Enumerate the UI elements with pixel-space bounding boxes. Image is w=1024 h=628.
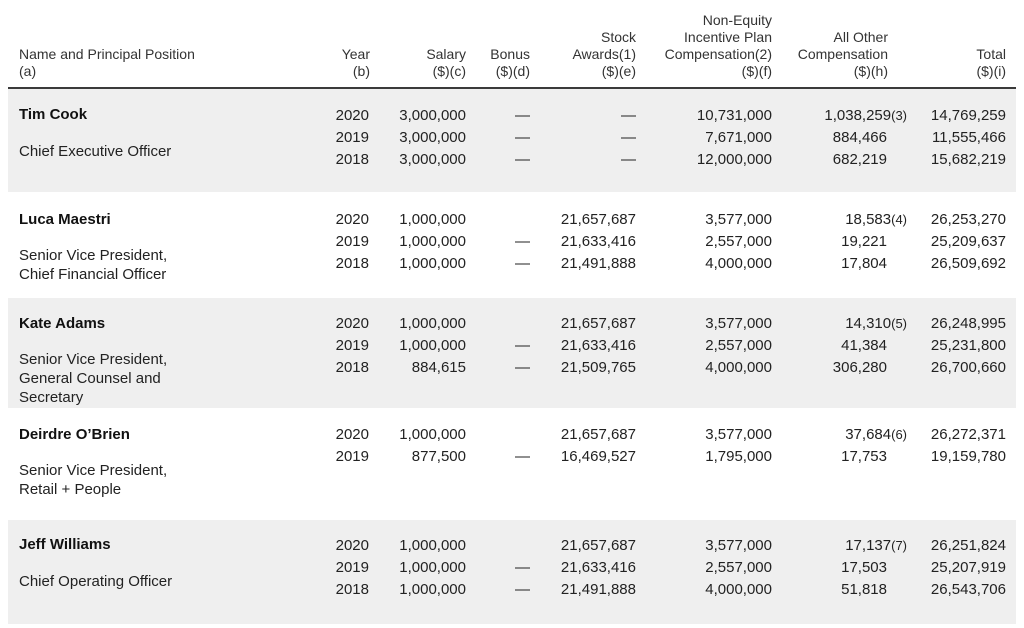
cell-stock: —	[621, 151, 636, 168]
cell-salary: 3,000,000	[399, 129, 466, 146]
cell-stock: 21,657,687	[560, 537, 636, 554]
footnote-marker: (4)	[891, 212, 907, 227]
cell-year: 2018	[335, 359, 369, 376]
header-name-line: Name and Principal Position	[19, 46, 195, 62]
cell-total: 15,682,219	[930, 151, 1006, 168]
cell-other-value: 884,466	[832, 129, 887, 146]
header-stock-line: ($)(e)	[601, 63, 636, 79]
cell-total: 26,272,371	[930, 426, 1006, 443]
executive-name: Luca Maestri	[19, 211, 111, 228]
cell-salary: 1,000,000	[399, 337, 466, 354]
cell-stock: 21,657,687	[560, 211, 636, 228]
footnote-marker: (3)	[891, 108, 907, 123]
footnote-marker: (5)	[891, 316, 907, 331]
executive-title-line: Senior Vice President,	[19, 351, 168, 368]
header-nonequity-line: ($)(f)	[741, 63, 772, 79]
cell-stock: 21,491,888	[560, 255, 636, 272]
header-other-line: Compensation	[797, 46, 888, 62]
cell-other	[841, 337, 887, 354]
cell-other-value: 17,503	[841, 559, 887, 576]
footnote-marker: (7)	[891, 538, 907, 553]
cell-other	[845, 537, 907, 554]
cell-other-value: 17,804	[841, 255, 887, 272]
header-nonequity-line: Compensation(2)	[664, 46, 772, 62]
cell-other	[833, 359, 887, 376]
cell-other	[845, 315, 907, 332]
executive-title-line: Senior Vice President,	[19, 247, 168, 264]
cell-year: 2020	[335, 537, 369, 554]
header-other-line: ($)(h)	[853, 63, 888, 79]
cell-total: 26,248,995	[930, 315, 1006, 332]
cell-bonus: —	[515, 255, 530, 272]
executive-title-line: Chief Financial Officer	[19, 266, 167, 283]
cell-stock: —	[621, 129, 636, 146]
cell-other	[841, 581, 887, 598]
cell-total: 26,251,824	[930, 537, 1006, 554]
table-header	[0, 0, 1024, 88]
cell-salary: 1,000,000	[399, 211, 466, 228]
cell-nonequity: 12,000,000	[696, 151, 772, 168]
cell-year: 2019	[335, 233, 369, 250]
executive-title-line: Chief Operating Officer	[19, 573, 173, 590]
header-stock	[572, 29, 636, 80]
cell-salary: 3,000,000	[399, 107, 466, 124]
cell-salary: 1,000,000	[399, 426, 466, 443]
cell-nonequity: 2,557,000	[705, 233, 772, 250]
cell-year: 2019	[335, 448, 369, 465]
cell-nonequity: 4,000,000	[705, 581, 772, 598]
cell-other-value: 1,038,259	[824, 107, 892, 124]
cell-salary: 877,500	[411, 448, 466, 465]
header-stock-line: Awards(1)	[572, 46, 636, 62]
executive-title	[19, 246, 219, 284]
cell-nonequity: 3,577,000	[705, 315, 772, 332]
cell-other-value: 682,219	[832, 151, 887, 168]
cell-other	[833, 151, 887, 168]
cell-bonus: —	[515, 107, 530, 124]
cell-bonus: —	[515, 129, 530, 146]
executive-name: Kate Adams	[19, 315, 106, 332]
executive-title-line: Secretary	[19, 389, 84, 406]
cell-year: 2020	[335, 426, 369, 443]
cell-other-value: 17,137	[845, 537, 892, 554]
header-total-line: Total	[976, 46, 1006, 62]
cell-other	[841, 255, 887, 272]
header-bonus	[490, 46, 530, 80]
cell-salary: 1,000,000	[399, 559, 466, 576]
cell-bonus: —	[515, 559, 530, 576]
cell-salary: 3,000,000	[399, 151, 466, 168]
cell-year: 2020	[335, 315, 369, 332]
cell-other	[833, 129, 887, 146]
cell-nonequity: 3,577,000	[705, 537, 772, 554]
executive-title	[19, 142, 219, 161]
cell-total: 25,209,637	[930, 233, 1006, 250]
cell-nonequity: 2,557,000	[705, 559, 772, 576]
cell-bonus: —	[515, 233, 530, 250]
cell-total: 26,509,692	[930, 255, 1006, 272]
executive-title	[19, 572, 219, 591]
cell-year: 2018	[335, 255, 369, 272]
cell-year: 2020	[335, 107, 369, 124]
cell-other	[841, 233, 887, 250]
cell-bonus: —	[515, 359, 530, 376]
cell-stock: 21,509,765	[560, 359, 636, 376]
cell-other-value: 17,753	[841, 448, 887, 465]
header-other	[798, 29, 888, 80]
executive-title-line: General Counsel and	[19, 370, 161, 387]
cell-total: 14,769,259	[930, 107, 1006, 124]
cell-nonequity: 3,577,000	[705, 426, 772, 443]
cell-total: 25,231,800	[930, 337, 1006, 354]
cell-nonequity: 10,731,000	[696, 107, 772, 124]
cell-other	[845, 211, 907, 228]
cell-nonequity: 3,577,000	[705, 211, 772, 228]
header-salary	[426, 46, 466, 80]
header-year	[342, 46, 370, 80]
cell-stock: 16,469,527	[560, 448, 636, 465]
cell-salary: 1,000,000	[399, 255, 466, 272]
cell-stock: 21,633,416	[560, 559, 636, 576]
cell-year: 2019	[335, 559, 369, 576]
cell-other-value: 19,221	[841, 233, 887, 250]
cell-total: 26,543,706	[930, 581, 1006, 598]
cell-other-value: 18,583	[845, 211, 892, 228]
cell-total: 19,159,780	[930, 448, 1006, 465]
cell-nonequity: 4,000,000	[705, 255, 772, 272]
cell-nonequity: 4,000,000	[705, 359, 772, 376]
executive-title-line: Retail + People	[19, 481, 122, 498]
executive-title-line: Senior Vice President,	[19, 462, 168, 479]
cell-other-value: 37,684	[845, 426, 892, 443]
footnote-marker: (6)	[891, 427, 907, 442]
cell-stock: 21,633,416	[560, 233, 636, 250]
header-stock-line: Stock	[600, 29, 636, 45]
cell-salary: 1,000,000	[399, 581, 466, 598]
cell-other-value: 14,310	[845, 315, 892, 332]
cell-salary: 1,000,000	[399, 537, 466, 554]
executive-title-line: Chief Executive Officer	[19, 143, 172, 160]
header-bonus-line: Bonus	[490, 46, 530, 62]
executive-name: Tim Cook	[19, 106, 88, 123]
header-salary-line: Salary	[426, 46, 466, 62]
cell-nonequity: 1,795,000	[705, 448, 772, 465]
cell-year: 2018	[335, 151, 369, 168]
cell-stock: 21,633,416	[560, 337, 636, 354]
cell-other-value: 306,280	[832, 359, 887, 376]
executive-title	[19, 461, 219, 499]
header-year-line: Year	[341, 46, 370, 62]
cell-bonus: —	[515, 448, 530, 465]
cell-total: 26,253,270	[930, 211, 1006, 228]
header-nonequity-line: Incentive Plan	[684, 29, 772, 45]
cell-bonus: —	[515, 151, 530, 168]
cell-other	[845, 426, 907, 443]
header-name	[19, 46, 195, 80]
cell-other	[824, 107, 907, 124]
cell-salary: 1,000,000	[399, 315, 466, 332]
cell-stock: 21,491,888	[560, 581, 636, 598]
header-other-line: All Other	[833, 29, 888, 45]
header-bonus-line: ($)(d)	[495, 63, 530, 79]
header-nonequity	[665, 12, 772, 80]
cell-other	[841, 448, 887, 465]
cell-other	[841, 559, 887, 576]
header-year-line: (b)	[352, 63, 370, 79]
cell-nonequity: 7,671,000	[705, 129, 772, 146]
cell-nonequity: 2,557,000	[705, 337, 772, 354]
executive-title	[19, 350, 219, 407]
cell-bonus: —	[515, 337, 530, 354]
cell-total: 26,700,660	[930, 359, 1006, 376]
header-total-line: ($)(i)	[976, 63, 1006, 79]
executive-name: Jeff Williams	[19, 536, 111, 553]
cell-year: 2019	[335, 337, 369, 354]
cell-year: 2018	[335, 581, 369, 598]
cell-stock: 21,657,687	[560, 315, 636, 332]
cell-salary: 1,000,000	[399, 233, 466, 250]
header-nonequity-line: Non-Equity	[702, 12, 772, 28]
cell-year: 2020	[335, 211, 369, 228]
cell-other-value: 51,818	[841, 581, 887, 598]
header-salary-line: ($)(c)	[432, 63, 466, 79]
cell-salary: 884,615	[411, 359, 466, 376]
cell-year: 2019	[335, 129, 369, 146]
cell-other-value: 41,384	[841, 337, 887, 354]
cell-stock: —	[621, 107, 636, 124]
header-name-line: (a)	[19, 63, 37, 79]
cell-stock: 21,657,687	[560, 426, 636, 443]
executive-name: Deirdre O’Brien	[19, 426, 130, 443]
cell-total: 11,555,466	[932, 129, 1006, 146]
cell-bonus: —	[515, 581, 530, 598]
header-total	[976, 46, 1006, 80]
cell-total: 25,207,919	[930, 559, 1006, 576]
